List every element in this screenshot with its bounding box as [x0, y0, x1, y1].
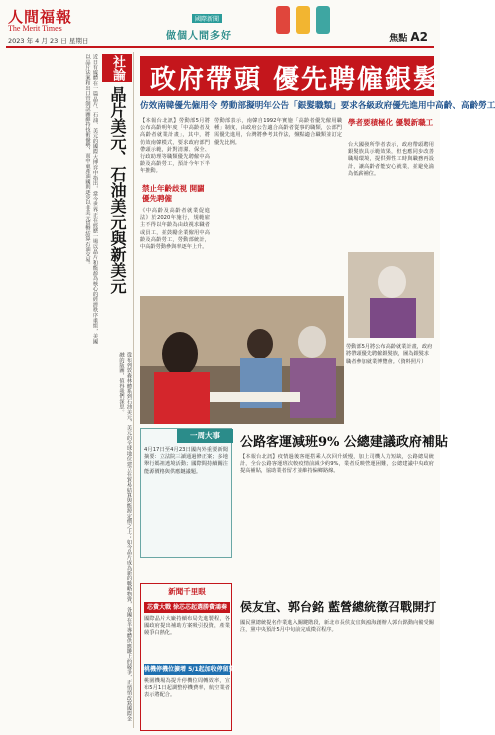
lead-photo [140, 296, 344, 424]
news-item-text: 桃園機場為提升停機位周轉效率，宣布5月1日起調整停機費率，航空業者表示將配合。 [144, 678, 230, 699]
lead-headline-banner [140, 56, 470, 96]
newspaper-logo: 人間福報 [8, 8, 73, 26]
editorial-column [6, 52, 134, 728]
weekly-events-heading: 一周大事 [177, 429, 233, 443]
lead-callout: 禁止年齡歧視 開闢優先聘僱 [142, 184, 205, 203]
lead-paragraph: 《中高齡及高齡者就業促進法》於2020年施行，規範雇主不得以年齡為由歧視求職者或員工，並鼓勵企業僱用中高齡及高齡勞工，勞動部統計，中高齡勞動參與率逐年上升。 [140, 208, 210, 251]
third-headline: 侯友宜、郭台銘 藍營總統徵召戰開打 [240, 600, 437, 614]
lead-photo-illustration [140, 296, 344, 424]
lead-paragraph: 台大國發所學者表示，政府帶頭聘用銀髮族具示範效果，但也應同步改善職場環境，提供彈性工時與職務再設計，讓高齡者能安心就業，並避免淪為低薪補位。 [348, 142, 434, 177]
editorial-title: 晶片美元、石油美元與新美元 [108, 86, 127, 294]
section-name: 焦點 [389, 34, 408, 44]
editorial-body-continued: 從布列敦森林體系到石油美元，美元的全球地位建立在貿易結算與能源定價之上；如今晶片成為新的戰略物資，各國在半導體供應鏈上的競爭，正悄悄改寫國際金融的版圖，值得我們深思。 [118, 352, 132, 722]
masthead-divider [6, 46, 434, 48]
lead-paragraph: 勞動部表示，南韓自1992年實施「高齡者優先僱用職種」制度，由政府公告適合高齡者從事的職類，公部門需優先進用，台灣將參考其作法，盤點適合職類並訂定優先比例。 [214, 118, 342, 146]
decorative-banner-icon [316, 6, 330, 34]
page-number: A2 [410, 30, 428, 44]
issue-date: 2023 年 4 月 23 日 星期日 [8, 37, 89, 45]
news-roundup-box [140, 583, 235, 731]
newspaper-logo-english: The Merit Times [8, 24, 62, 33]
second-headline: 公路客運減班9% 公總建議政府補貼 [240, 435, 448, 450]
editorial-body: 近日有媒體在一篇晶片、石油、美元的國際大博弈中指出，當今世界正在經歷一場以晶片和能源為核心的經濟秩序重組，美國以晶片法案和出口管制試圖維持技術優勢，而中東產油國則逐步以非美元貨幣結算石油交易。 [84, 54, 98, 344]
weekly-events-box [140, 428, 232, 558]
editorial-tag: 社論 [102, 54, 132, 82]
second-story-text: 【本報台北訊】疫情過後客運搭乘人次回升緩慢，加上司機人力短缺，公路總局統計，全台公路客運班次較疫情前減少約9%，業者反映營運困難，公總建議中央政府提高補貼，協助業者留才並維持偏鄉路線。 [240, 454, 434, 475]
news-item-text: 國際晶片大廠持續布局先進製程，各國政府提出補助方案吸引投資，產業競爭白熱化。 [144, 616, 230, 637]
news-roundup-heading: 新聞千里眼 [168, 587, 206, 596]
news-item-title: 芯費大戰 徐芯芯起選勝費鴻奏 [144, 602, 230, 613]
slogan: 做個人間多好 [166, 31, 232, 42]
masthead [6, 4, 434, 46]
slogan-tag: 國際新聞 [192, 14, 222, 23]
lead-headline: 政府帶頭 優先聘僱銀髮族 [150, 65, 470, 95]
lead-callout: 學者要積極化 優製新職工 [348, 118, 434, 127]
side-photo-illustration [348, 252, 434, 338]
third-story-text: 國民黨總統提名作業進入關鍵階段，新北市長侯友宜與鴻海創辦人郭台銘動向備受關注，黨中央預計5月中旬前完成徵召程序。 [240, 620, 434, 634]
lead-paragraph: 【本報台北訊】勞動部5月將公布高齡明年度「中高齡者及高齡者就業計畫」，其中，將仿效南韓模式，要求政府部門帶頭示範，針對清潔、保全、行政助理等職類優先聘僱中高齡及高齡勞工，預計今年下半年推動。 [140, 118, 210, 175]
lead-subhead: 仿效南韓優先僱用令 勞動部擬明年公告「銀髮職類」要求各級政府優先進用中高齡、高齡勞工 [140, 101, 495, 111]
decorative-banner-icon [276, 6, 290, 34]
page-marker [389, 30, 428, 44]
news-item-title: 桃機停機位擴增 5/1起加收停留費 [144, 666, 235, 673]
side-photo [348, 252, 434, 338]
photo-caption: 勞動部5月將公布高齡就業計畫，政府將帶頭優先聘僱銀髮族，圖為銀髮求職者參加就業博覽會。（資料照片） [346, 344, 433, 365]
slogan-box [166, 6, 266, 40]
decorative-banner-icon [296, 6, 310, 34]
weekly-events-text: 4月17日至4月23日國內外重要新聞摘要：立法院三讀通過修正案；多地舉行媽祖遶境活動；國際間持續關注能源價格與供應鏈議題。 [144, 447, 228, 475]
